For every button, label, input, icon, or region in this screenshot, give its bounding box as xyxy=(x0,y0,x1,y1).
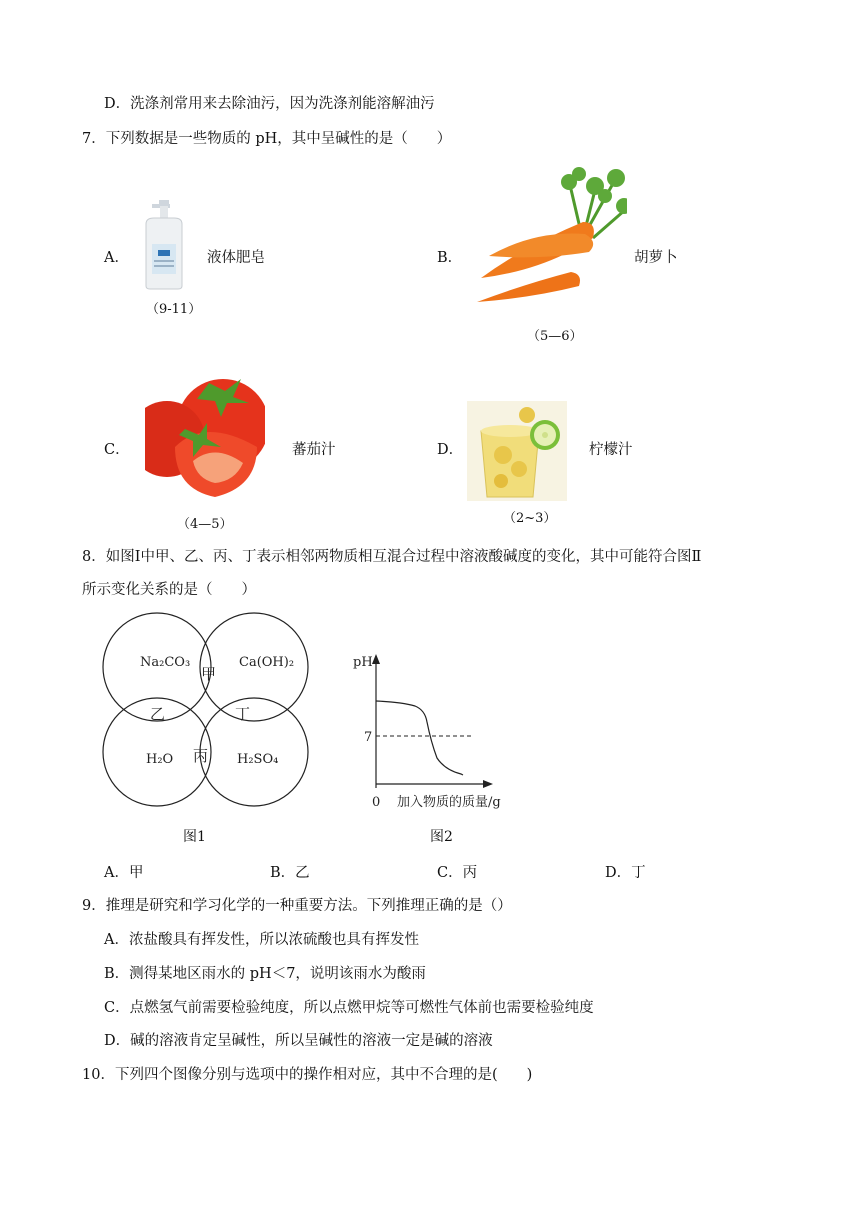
liquid-soap-image xyxy=(138,198,190,290)
origin-label: 0 xyxy=(372,795,381,810)
q7-option-d-ph: （2~3） xyxy=(503,511,557,526)
label-h2so4: H₂SO₄ xyxy=(237,752,279,767)
q7-option-a-name: 液体肥皂 xyxy=(207,250,265,266)
q7-option-c-letter: C． xyxy=(104,442,130,458)
y-label: pH xyxy=(353,655,373,670)
q8-option-c: C．丙 xyxy=(437,865,478,881)
q7-option-d-letter: D． xyxy=(437,442,464,458)
q9-option-b: B．测得某地区雨水的 pH＜7，说明该雨水为酸雨 xyxy=(104,966,426,982)
ph-curve xyxy=(376,701,463,775)
tomato-image xyxy=(145,377,265,501)
label-na2co3: Na₂CO₃ xyxy=(140,655,191,670)
q6-option-d: D．洗涤剂常用来去除油污，因为洗涤剂能溶解油污 xyxy=(104,96,435,112)
x-label: 加入物质的质量/g xyxy=(397,795,501,810)
q7-option-b-ph: （5—6） xyxy=(527,329,583,344)
tick-7: 7 xyxy=(364,730,373,745)
q8-stem-line2: 所示变化关系的是（ ） xyxy=(82,582,256,598)
carrot-image xyxy=(475,160,627,308)
q8-option-b: B．乙 xyxy=(270,865,310,881)
q7-option-b-letter: B． xyxy=(437,250,463,266)
q8-stem-line1: 8．如图Ⅰ中甲、乙、丙、丁表示相邻两物质相互混合过程中溶液酸碱度的变化，其中可能符合图Ⅱ xyxy=(82,549,702,565)
figure-2-caption: 图2 xyxy=(430,829,453,845)
q9-option-d: D．碱的溶液肯定呈碱性，所以呈碱性的溶液一定是碱的溶液 xyxy=(104,1033,493,1049)
q7-option-c-name: 蕃茄汁 xyxy=(292,442,336,458)
y-axis-arrow xyxy=(372,654,380,664)
q7-option-a-ph: （9-11） xyxy=(146,302,202,317)
label-bing: 丙 xyxy=(193,747,209,765)
q8-option-a: A．甲 xyxy=(104,865,144,881)
x-axis-arrow xyxy=(483,780,493,788)
label-jia: 甲 xyxy=(201,665,217,683)
figure-1-caption: 图1 xyxy=(183,829,206,845)
q9-stem: 9．推理是研究和学习化学的一种重要方法。下列推理正确的是（） xyxy=(82,898,512,914)
q7-option-b-name: 胡萝卜 xyxy=(634,250,678,266)
label-yi: 乙 xyxy=(150,705,166,723)
q9-option-a: A．浓盐酸具有挥发性，所以浓硫酸也具有挥发性 xyxy=(104,932,419,948)
q10-stem: 10．下列四个图像分别与选项中的操作相对应，其中不合理的是( ) xyxy=(82,1067,533,1083)
lemon-juice-image xyxy=(467,401,567,501)
q7-option-a-letter: A． xyxy=(104,250,129,266)
label-caoh2: Ca(OH)₂ xyxy=(239,655,295,670)
q7-option-d-name: 柠檬汁 xyxy=(589,442,633,458)
q8-option-d: D．丁 xyxy=(605,865,646,881)
figure-2-ph-curve xyxy=(345,646,535,816)
q7-option-c-ph: （4—5） xyxy=(177,517,233,532)
label-ding: 丁 xyxy=(235,705,251,723)
label-h2o: H₂O xyxy=(146,752,174,767)
figure-1-venn xyxy=(100,606,310,812)
q7-stem: 7．下列数据是一些物质的 pH，其中呈碱性的是（ ） xyxy=(82,131,452,147)
q9-option-c: C．点燃氢气前需要检验纯度，所以点燃甲烷等可燃性气体前也需要检验纯度 xyxy=(104,1000,594,1016)
